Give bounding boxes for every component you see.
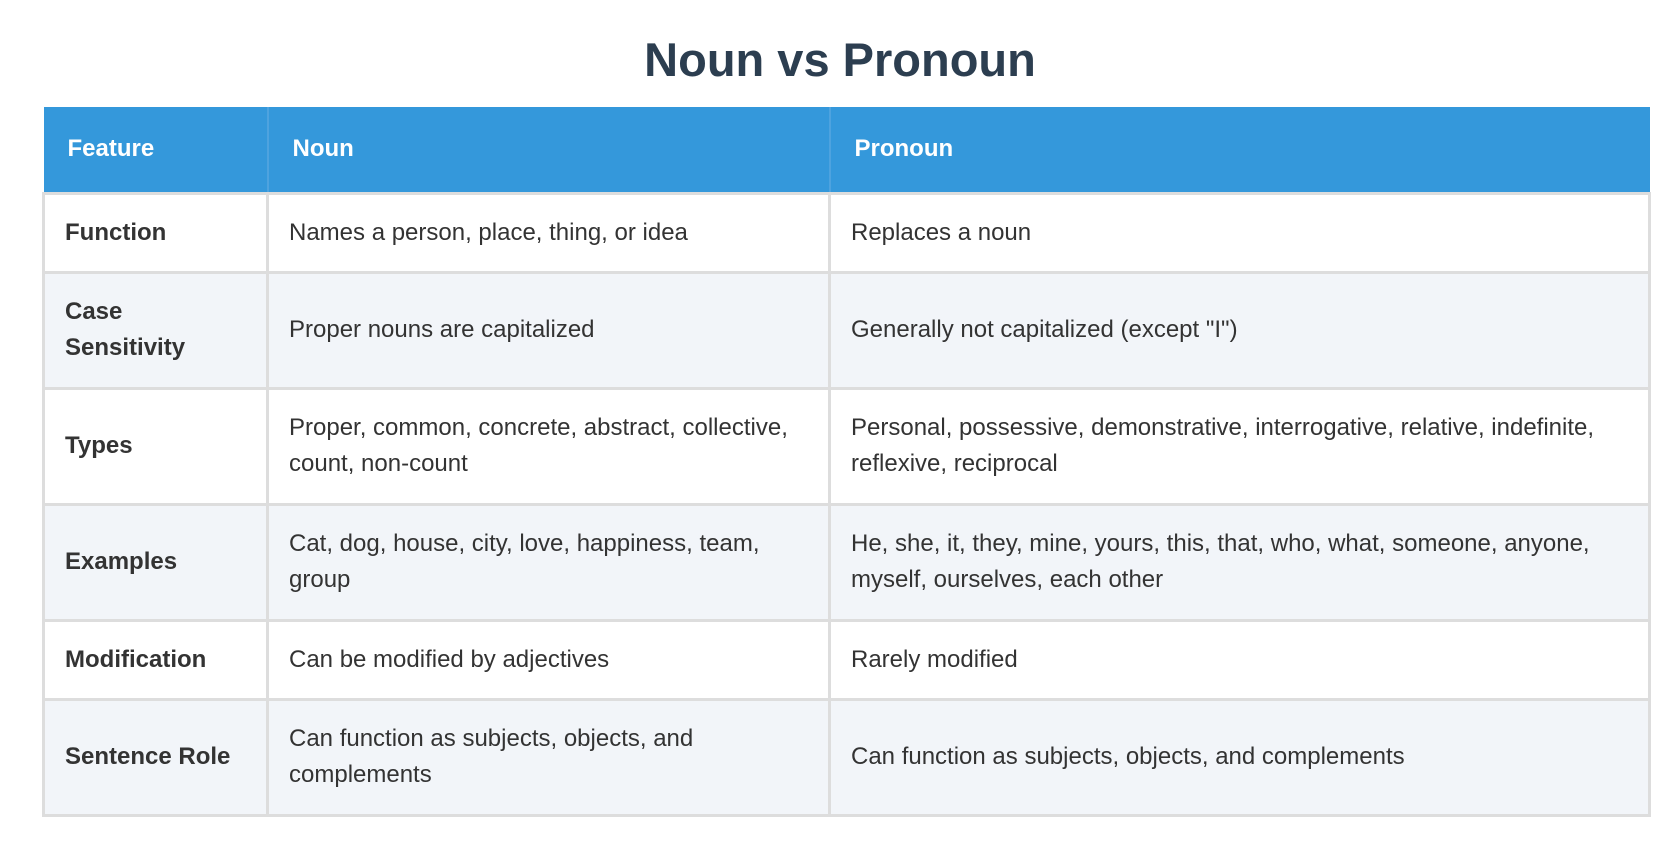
pronoun-cell: Generally not capitalized (except "I") — [830, 272, 1650, 388]
noun-cell: Can function as subjects, objects, and complements — [268, 699, 830, 815]
header-feature: Feature — [44, 107, 268, 193]
table-row-case-sensitivity — [44, 272, 1650, 388]
feature-cell: Types — [44, 388, 268, 504]
page-title: Noun vs Pronoun — [644, 33, 1036, 86]
pronoun-cell: Personal, possessive, demonstrative, interrogative, relative, indefinite, reflexive, reciprocal — [830, 388, 1650, 504]
pronoun-cell: Can function as subjects, objects, and complements — [830, 699, 1650, 815]
noun-cell: Names a person, place, thing, or idea — [268, 193, 830, 272]
pronoun-cell: Rarely modified — [830, 620, 1650, 699]
noun-cell: Proper, common, concrete, abstract, collective, count, non-count — [268, 388, 830, 504]
table-row-examples — [44, 504, 1650, 620]
pronoun-cell: Replaces a noun — [830, 193, 1650, 272]
feature-cell: Sentence Role — [44, 699, 268, 815]
table-row-types — [44, 388, 1650, 504]
feature-cell: Case Sensitivity — [44, 272, 268, 388]
noun-cell: Cat, dog, house, city, love, happiness, team, group — [268, 504, 830, 620]
noun-cell: Proper nouns are capitalized — [268, 272, 830, 388]
pronoun-cell: He, she, it, they, mine, yours, this, that, who, what, someone, anyone, myself, ourselves, each other — [830, 504, 1650, 620]
header-pronoun: Pronoun — [830, 107, 1650, 193]
table-row-sentence-role — [44, 699, 1650, 815]
comparison-table — [42, 107, 1651, 817]
table-row-modification — [44, 620, 1650, 699]
table-row-function — [44, 193, 1650, 272]
noun-cell: Can be modified by adjectives — [268, 620, 830, 699]
feature-cell: Examples — [44, 504, 268, 620]
header-noun: Noun — [268, 107, 830, 193]
feature-cell: Function — [44, 193, 268, 272]
table-header-row — [44, 107, 1650, 193]
feature-cell: Modification — [44, 620, 268, 699]
